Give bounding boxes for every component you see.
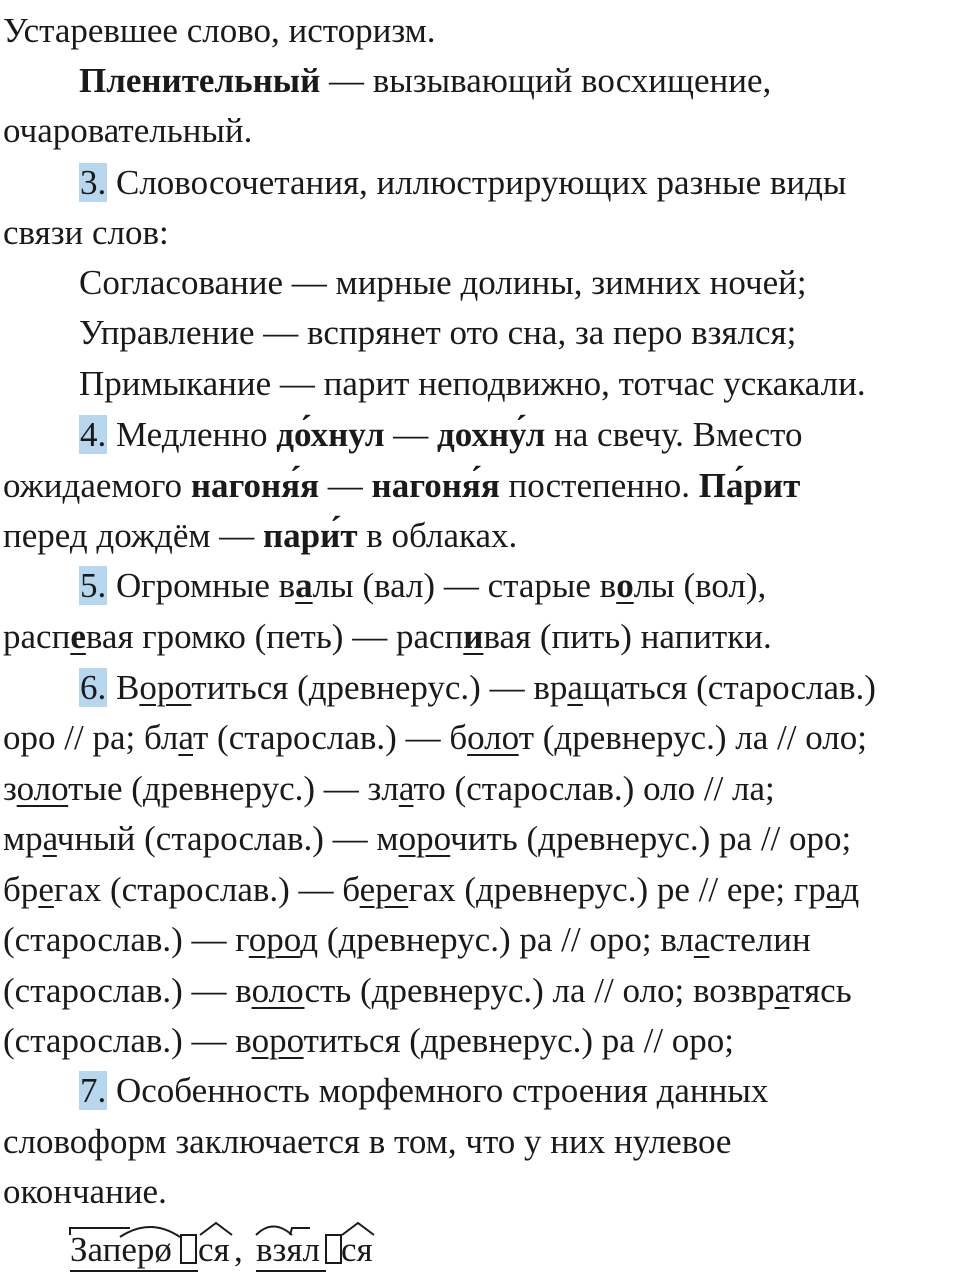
text-line: ожидаемого нагоня́я — нагоня́я постепенно. Па́рит bbox=[3, 466, 801, 505]
morph-word-1: Заперø bbox=[70, 1230, 172, 1269]
zero-ending-box-2 bbox=[326, 1235, 341, 1263]
text-line: перед дождём — пари́т в облаках. bbox=[3, 516, 518, 555]
text-line: Устаревшее слово, историзм. bbox=[3, 11, 436, 50]
morph-postfix-1: ся bbox=[198, 1230, 230, 1269]
text-line: очаровательный. bbox=[3, 111, 253, 150]
morph-word-2: взял bbox=[256, 1230, 320, 1269]
task-number: 6. bbox=[80, 668, 107, 707]
morpheme-parsing bbox=[0, 1215, 420, 1277]
list-item: Управление — вспрянет ото сна, за перо взялся; bbox=[79, 313, 797, 352]
text-line: (старослав.) — волость (древнерус.) ла // оло; возвратясь bbox=[3, 971, 852, 1010]
task-number: 3. bbox=[80, 163, 107, 202]
list-item: Согласование — мирные долины, зимних ночей; bbox=[79, 263, 807, 302]
task-6: 6. Воротиться (древнерус.) — вращаться (старослав.) bbox=[80, 668, 876, 707]
task-3: 3. Словосочетания, иллюстрирующих разные виды bbox=[80, 163, 847, 202]
task-7: 7. Особенность морфемного строения данных bbox=[80, 1071, 769, 1110]
zero-ending-box-1 bbox=[181, 1235, 196, 1263]
task-number: 7. bbox=[80, 1071, 107, 1110]
text-line: (старослав.) — воротиться (древнерус.) ра // оро; bbox=[3, 1021, 735, 1060]
morph-separator: , bbox=[234, 1230, 243, 1269]
paragraph-term: Пленительный — вызывающий восхищение, bbox=[79, 61, 772, 100]
text-line: (старослав.) — город (древнерус.) ра // оро; властелин bbox=[3, 920, 811, 959]
task-number: 5. bbox=[80, 566, 107, 605]
text-line: оро // ра; блат (старослав.) — болот (древнерус.) ла // оло; bbox=[3, 718, 867, 757]
text-line: окончание. bbox=[3, 1172, 167, 1211]
text-line: связи слов: bbox=[3, 213, 169, 252]
morph-postfix-2: ся bbox=[341, 1230, 373, 1269]
task-4: 4. Медленно до́хнул — дохну́л на свечу. Вместо bbox=[80, 415, 803, 454]
text-line: словоформ заключается в том, что у них нулевое bbox=[3, 1122, 732, 1161]
task-number: 4. bbox=[80, 415, 107, 454]
text-line: золотые (древнерус.) — злато (старослав.) оло // ла; bbox=[3, 769, 775, 808]
list-item: Примыкание — парит неподвижно, тотчас ускакали. bbox=[79, 364, 866, 403]
text-line: мрачный (старослав.) — морочить (древнерус.) ра // оро; bbox=[3, 819, 852, 858]
text-line: брегах (старослав.) — берегах (древнерус.) ре // ере; град bbox=[3, 870, 860, 909]
text-line: распевая громко (петь) — распивая (пить) напитки. bbox=[3, 617, 772, 656]
task-5: 5. Огромные валы (вал) — старые волы (вол), bbox=[80, 566, 767, 605]
